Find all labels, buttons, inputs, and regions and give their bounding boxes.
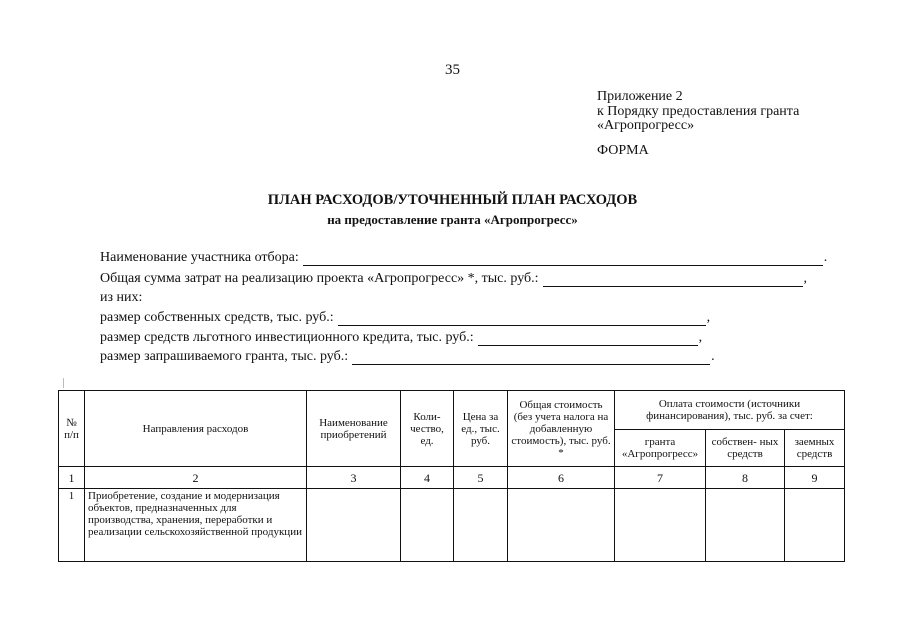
- header-price: Цена за ед., тыс. руб.: [454, 391, 508, 467]
- column-number: 7: [615, 467, 706, 489]
- appendix-line-2: к Порядку предоставления гранта: [597, 103, 800, 119]
- credit-funds-label: размер средств льготного инвестиционного кредита, тыс. руб.:: [100, 330, 474, 345]
- row-borrowed-cell[interactable]: [785, 489, 845, 562]
- total-cost-label: Общая сумма затрат на реализацию проекта «Агропрогресс» *, тыс. руб.:: [100, 271, 539, 286]
- column-number: 4: [401, 467, 454, 489]
- own-funds-blank[interactable]: [338, 312, 706, 326]
- row-price-cell[interactable]: [454, 489, 508, 562]
- header-quantity: Коли- чество, ед.: [401, 391, 454, 467]
- row-name-cell[interactable]: [307, 489, 401, 562]
- of-which-label: из них:: [100, 290, 143, 305]
- header-direction: Направления расходов: [85, 391, 307, 467]
- row-direction-cell: Приобретение, создание и модернизация объектов, предназначенных для производства, хранения, переработки и реализации сельскохозяйственной продукции: [85, 489, 307, 562]
- header-total: Общая стоимость (без учета налога на добавленную стоимость), тыс. руб. *: [508, 391, 615, 467]
- column-number: 8: [706, 467, 785, 489]
- credit-funds-field: [100, 330, 702, 346]
- row-num-cell: 1: [59, 489, 85, 562]
- column-number: 2: [85, 467, 307, 489]
- row-own-cell[interactable]: [706, 489, 785, 562]
- appendix-block: [597, 90, 799, 134]
- column-number: 6: [508, 467, 615, 489]
- own-funds-field: [100, 310, 710, 326]
- table-row: [59, 489, 845, 562]
- appendix-line-3: «Агропрогресс»: [597, 118, 695, 133]
- own-funds-label: размер собственных средств, тыс. руб.:: [100, 310, 334, 325]
- participant-field: [100, 250, 827, 266]
- grant-requested-field: [100, 349, 715, 365]
- participant-end: .: [823, 250, 828, 265]
- column-number: 1: [59, 467, 85, 489]
- expenses-table: [58, 390, 845, 562]
- credit-funds-end: ,: [698, 330, 703, 345]
- header-grant: гранта «Агропрогресс»: [615, 430, 706, 467]
- table-header-row: [59, 391, 845, 430]
- scan-artifact: [63, 378, 64, 388]
- row-quantity-cell[interactable]: [401, 489, 454, 562]
- total-cost-end: ,: [803, 271, 808, 286]
- row-grant-cell[interactable]: [615, 489, 706, 562]
- document-subtitle: на предоставление гранта «Агропрогресс»: [327, 212, 578, 227]
- form-label: ФОРМА: [597, 143, 649, 158]
- participant-label: Наименование участника отбора:: [100, 250, 299, 265]
- appendix-line-1: Приложение 2: [597, 89, 683, 104]
- total-cost-blank[interactable]: [543, 273, 803, 287]
- header-name: Наименование приобретений: [307, 391, 401, 467]
- column-number: 5: [454, 467, 508, 489]
- own-funds-end: ,: [706, 310, 711, 325]
- row-total-cell[interactable]: [508, 489, 615, 562]
- grant-requested-blank[interactable]: [352, 351, 710, 365]
- total-cost-field: [100, 271, 807, 287]
- header-borrowed: заемных средств: [785, 430, 845, 467]
- column-number: 3: [307, 467, 401, 489]
- header-payment-group: Оплата стоимости (источники финансирования), тыс. руб. за счет:: [615, 391, 845, 430]
- header-own: собствен- ных средств: [706, 430, 785, 467]
- column-number: 9: [785, 467, 845, 489]
- participant-blank[interactable]: [303, 252, 823, 266]
- page-number: 35: [445, 62, 460, 78]
- credit-funds-blank[interactable]: [478, 332, 698, 346]
- grant-requested-label: размер запрашиваемого гранта, тыс. руб.:: [100, 349, 349, 364]
- header-num: № п/п: [59, 391, 85, 467]
- grant-requested-end: .: [711, 349, 715, 364]
- column-number-row: [59, 467, 845, 489]
- document-title: ПЛАН РАСХОДОВ/УТОЧНЕННЫЙ ПЛАН РАСХОДОВ: [267, 192, 638, 208]
